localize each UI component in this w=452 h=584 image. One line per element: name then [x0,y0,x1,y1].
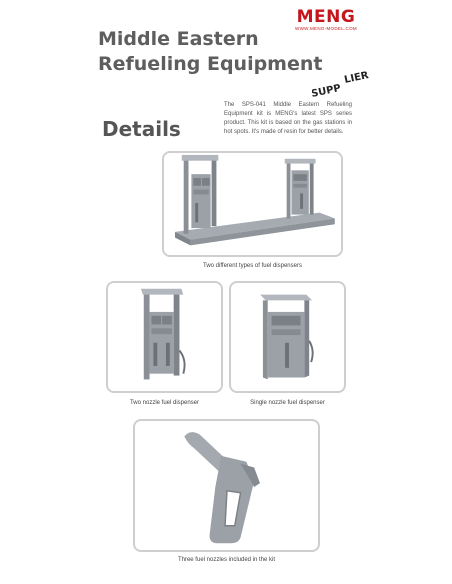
logo-wordmark: MENG [296,7,356,27]
single-nozzle-render [231,283,344,391]
panel-nozzle [133,419,320,552]
caption-two-nozzle: Two nozzle fuel dispenser [129,400,200,406]
dispensers-render [164,153,341,255]
panel-dispensers [162,151,343,257]
title-line-2: Refueling Equipment [98,53,323,75]
caption-nozzles: Three fuel nozzles included in the kit [177,557,276,563]
panel-single-nozzle [229,281,346,393]
svg-text:LIER: LIER [343,70,370,86]
logo-url: WWW.MENG-MODEL.COM [295,26,357,31]
panel-two-nozzle [106,281,223,393]
caption-dispensers: Two different types of fuel dispensers [203,263,302,269]
section-heading: Details [102,117,181,141]
caption-single-nozzle: Single nozzle fuel dispenser [250,400,325,406]
fuel-nozzle-render [135,421,318,550]
two-nozzle-render [108,283,221,391]
product-description: The SPS-041 Middle Eastern Refueling Equipment kit is MENG's latest SPS series product. This kit is based on the gas stations in hot spots. It's made of resin for better details. [224,102,352,135]
title-line-1: Middle Eastern [98,28,259,50]
page-title [98,27,338,77]
svg-text:SUPP: SUPP [312,82,342,100]
